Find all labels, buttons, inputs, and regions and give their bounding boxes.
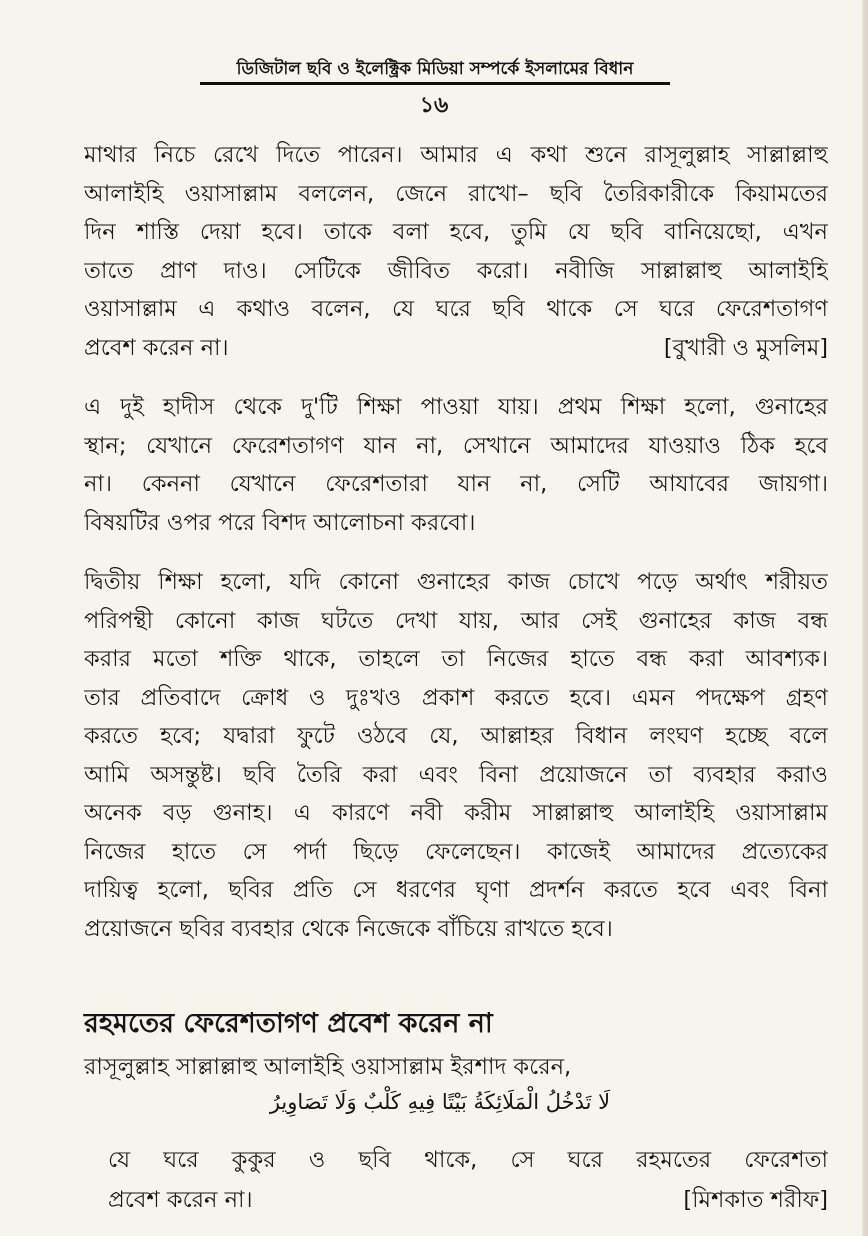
citation-mishkat: [মিশকাত শরীফ] (683, 1187, 828, 1213)
text-line: তাতে প্রাণ দাও। সেটিকে জীবিত করো। নবীজি সাল্লাল্লাহু আলাইহি (84, 257, 828, 284)
text-line: দ্বিতীয় শিক্ষা হলো, যদি কোনো গুনাহের কাজ চোখে পড়ে অর্থাৎ শরীয়ত (84, 569, 828, 595)
section-heading: রহমতের ফেরেশতাগণ প্রবেশ করেন না (84, 1008, 493, 1039)
text-line: আলাইহি ওয়াসাল্লাম বললেন, জেনে রাখো– ছবি তৈরিকারীকে কিয়ামতের (84, 180, 828, 207)
arabic-hadith: لَا تَدْخُلُ الْمَلَائِكَةُ بَيْتًا فِيهِ كَلْبٌ وَلَا تَصَاوِيرُ (269, 1090, 611, 1114)
running-title: ডিজিটাল ছবি ও ইলেক্ট্রিক মিডিয়া সম্পর্কে ইসলামের বিধান (236, 59, 634, 79)
header-rule (200, 82, 670, 85)
paragraph-3 (84, 563, 828, 948)
page-number: ১৬ (419, 93, 449, 118)
section-intro: রাসূলুল্লাহ সাল্লাল্লাহু আলাইহি ওয়াসাল্লাম ইরশাদ করেন, (84, 1054, 572, 1080)
text-line: দিন শাস্তি দেয়া হবে। তাকে বলা হবে, তুমি যে ছবি বানিয়েছো, এখন (84, 219, 828, 245)
paragraph-1-last-row (84, 329, 828, 368)
text-line: তার প্রতিবাদে ক্রোধ ও দুঃখও প্রকাশ করতে হবে। এমন পদক্ষেপ গ্রহণ (84, 684, 828, 711)
text-line: করার মতো শক্তি থাকে, তাহলে তা নিজের হাতে বন্ধ করা আবশ্যক। (84, 646, 828, 672)
text-line: মাথার নিচে রেখে দিতে পারেন। আমার এ কথা শুনে রাসূলুল্লাহ সাল্লাল্লাহু (84, 142, 828, 168)
text-line: প্রবেশ করেন না। (84, 334, 229, 361)
text-line: আমি অসন্তুষ্ট। ছবি তৈরি করা এবং বিনা প্রয়োজনে তা ব্যবহার করাও (84, 761, 828, 788)
page-edge (862, 0, 868, 1236)
text-line: অনেক বড় গুনাহ। এ কারণে নবী করীম সাল্লাল্লাহু আলাইহি ওয়াসাল্লাম (84, 800, 828, 826)
text-line: প্রবেশ করেন না। (108, 1187, 253, 1213)
text-line: বিষয়টির ওপর পরে বিশদ আলোচনা করবো। (84, 509, 476, 536)
text-line: নিজের হাতে সে পর্দা ছিড়ে ফেলেছেন। কাজেই আমাদের প্রত্যেকের (84, 838, 828, 865)
text-line: করতে হবে; যদ্বারা ফুটে ওঠবে যে, আল্লাহর বিধান লংঘণ হচ্ছে বলে (84, 723, 828, 749)
text-line: এ দুই হাদীস থেকে দু'টি শিক্ষা পাওয়া যায়। প্রথম শিক্ষা হলো, গুনাহের (84, 394, 828, 420)
text-line: দায়িত্ব হলো, ছবির প্রতি সে ধরণের ঘৃণা প্রদর্শন করতে হবে এবং বিনা (84, 877, 828, 903)
paragraph-1 (84, 136, 828, 367)
hadith-translation (108, 1140, 828, 1220)
text-line: পরিপন্থী কোনো কাজ ঘটতে দেখা যায়, আর সেই গুনাহের কাজ বন্ধ (84, 607, 828, 634)
text-line: যে ঘরে কুকুর ও ছবি থাকে, সে ঘরে রহমতের ফেরেশতা (108, 1147, 828, 1173)
text-line: ওয়াসাল্লাম এ কথাও বলেন, যে ঘরে ছবি থাকে সে ঘরে ফেরেশতাগণ (84, 296, 828, 322)
paragraph-2 (84, 388, 828, 542)
text-line: স্থান; যেখানে ফেরেশতাগণ যান না, সেখানে আমাদের যাওয়াও ঠিক হবে (84, 432, 828, 459)
citation-bukhari-muslim: [বুখারী ও মুসলিম] (663, 334, 828, 361)
text-line: প্রয়োজনে ছবির ব্যবহার থেকে নিজেকে বাঁচিয়ে রাখতে হবে। (84, 915, 613, 942)
text-line: না। কেননা যেখানে ফেরেশতারা যান না, সেটি আযাবের জায়গা। (84, 471, 828, 497)
translation-last-row (108, 1180, 828, 1220)
